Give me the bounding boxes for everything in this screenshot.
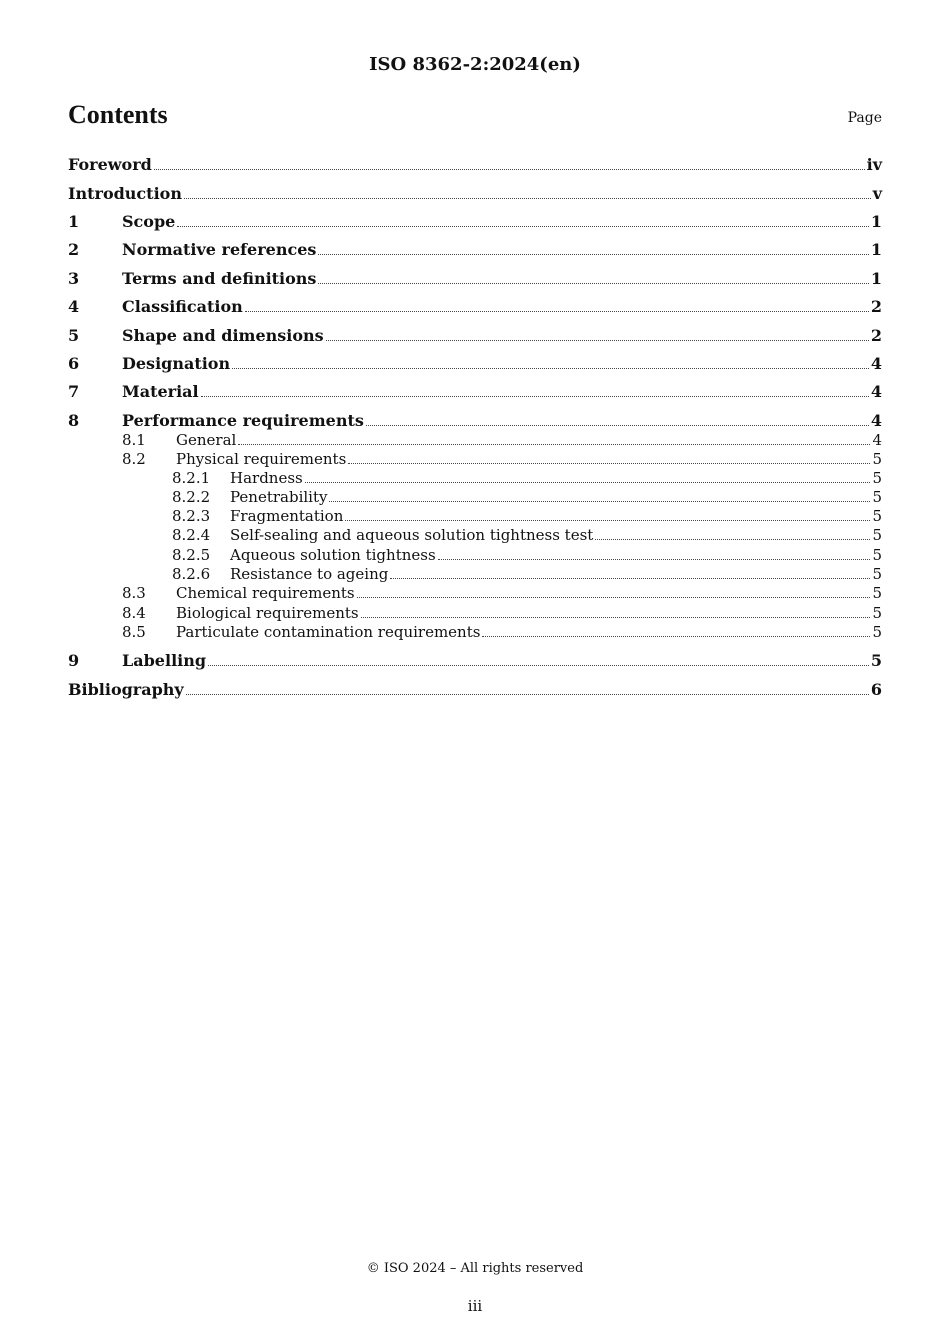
toc-entry[interactable] [68,212,882,231]
toc-entry-page: 1 [870,269,882,288]
toc-entry[interactable] [68,546,882,564]
dot-leader [184,197,871,199]
toc-entry[interactable] [68,411,882,430]
toc-entry-page: 5 [872,450,882,468]
toc-entry-title: Bibliography [68,680,184,699]
dot-leader [318,282,868,284]
copyright-notice: © ISO 2024 – All rights reserved [366,1261,584,1276]
toc-entry-title: Labelling [122,651,207,670]
toc-entry[interactable] [68,297,882,316]
toc-entry[interactable] [68,269,882,288]
toc-entry-page: 2 [870,326,882,345]
toc-entry-title: Hardness [230,469,303,487]
toc-entry-number: 8.2.3 [172,507,211,525]
toc-entry-number: 3 [68,269,80,288]
toc-entry[interactable] [68,326,882,345]
toc-entry-number: 8.2.5 [172,546,211,564]
toc-entry[interactable] [68,623,882,641]
toc-entry-page: 1 [870,212,882,231]
toc-entry-page: 5 [872,565,882,583]
dot-leader [154,168,865,170]
toc-entry-number: 2 [68,240,80,259]
toc-entry[interactable] [68,604,882,622]
toc-entry[interactable] [68,450,882,468]
toc-entry-title: Physical requirements [176,450,347,468]
toc-entry-number: 9 [68,651,80,670]
toc-entry-page: 5 [872,546,882,564]
toc-entry-title: Biological requirements [176,604,359,622]
dot-leader [305,481,871,483]
toc-entry-number: 8.3 [122,584,146,602]
dot-leader [482,635,870,637]
dot-leader [595,538,870,540]
dot-leader [186,693,869,695]
toc-entry-number: 1 [68,212,80,231]
toc-entry-title: Resistance to ageing [230,565,389,583]
toc-entry-page: 5 [872,623,882,641]
toc-entry-title: Fragmentation [230,507,344,525]
dot-leader [329,500,870,502]
toc-entry-page: 4 [870,382,882,401]
toc-entry-page: 5 [872,507,882,525]
toc-entry-page: 5 [872,526,882,544]
toc-entry[interactable] [68,431,882,449]
toc-entry-number: 8.2 [122,450,146,468]
document-id: ISO 8362-2:2024(en) [369,54,581,75]
toc-entry[interactable] [68,507,882,525]
toc-entry-title: Shape and dimensions [122,326,324,345]
toc-entry-number: 8.1 [122,431,146,449]
toc-entry[interactable] [68,488,882,506]
toc-entry-number: 7 [68,382,80,401]
toc-entry-number: 4 [68,297,80,316]
toc-entry[interactable] [68,651,882,670]
toc-entry-page: 5 [872,584,882,602]
toc-entry-title: Chemical requirements [176,584,355,602]
dot-leader [318,253,868,255]
toc-entry-page: 4 [870,411,882,430]
toc-entry-page: 6 [870,680,882,699]
toc-entry-number: 6 [68,354,80,373]
toc-entry-title: Penetrability [230,488,328,506]
toc-entry-number: 8.2.2 [172,488,211,506]
toc-entry-title: General [176,431,237,449]
toc-entry-page: 5 [872,488,882,506]
toc-entry[interactable] [68,469,882,487]
toc-entry[interactable] [68,584,882,602]
toc-entry-number: 8.4 [122,604,146,622]
toc-entry-title: Material [122,382,199,401]
toc-entry-title: Terms and definitions [122,269,317,288]
toc-entry-title: Particulate contamination requirements [176,623,481,641]
toc-entry-page: 4 [870,354,882,373]
toc-entry-page: 4 [872,431,882,449]
toc-entry-title: Normative references [122,240,317,259]
dot-leader [438,558,871,560]
toc-entry-page: 5 [872,469,882,487]
toc-entry[interactable] [68,240,882,259]
toc-entry-page: 5 [872,604,882,622]
dot-leader [238,443,870,445]
toc-entry[interactable] [68,155,882,174]
toc-entry-title: Classification [122,297,243,316]
toc-entry-page: 1 [870,240,882,259]
dot-leader [361,616,871,618]
toc-entry-title: Scope [122,212,176,231]
page-column-label: Page [847,110,882,126]
toc-entry-title: Performance requirements [122,411,364,430]
toc-entry[interactable] [68,184,882,203]
dot-leader [177,225,869,227]
dot-leader [232,367,869,369]
dot-leader [348,462,870,464]
toc-entry-page: 2 [870,297,882,316]
toc-entry-number: 8.2.1 [172,469,211,487]
dot-leader [345,519,870,521]
toc-entry-number: 5 [68,326,80,345]
toc-entry-number: 8 [68,411,80,430]
dot-leader [357,596,871,598]
toc-entry-page: 5 [870,651,882,670]
toc-entry-title: Aqueous solution tightness [230,546,436,564]
toc-entry-title: Introduction [68,184,182,203]
dot-leader [245,310,869,312]
dot-leader [390,577,870,579]
dot-leader [366,424,869,426]
dot-leader [326,339,869,341]
dot-leader [208,664,869,666]
toc-entry[interactable] [68,680,882,699]
toc-entry-number: 8.2.6 [172,565,211,583]
toc-entry-number: 8.5 [122,623,146,641]
toc-entry-title: Self-sealing and aqueous solution tightness test [230,526,594,544]
toc-entry[interactable] [68,354,882,373]
toc-entry-page: iv [866,155,882,174]
toc-entry[interactable] [68,565,882,583]
toc-entry-number: 8.2.4 [172,526,211,544]
contents-heading: Contents [68,100,168,129]
page-number: iii [467,1297,483,1315]
toc-entry[interactable] [68,382,882,401]
toc-entry-page: v [872,184,882,203]
dot-leader [201,395,869,397]
toc-entry[interactable] [68,526,882,544]
toc-entry-title: Foreword [68,155,152,174]
toc-entry-title: Designation [122,354,231,373]
